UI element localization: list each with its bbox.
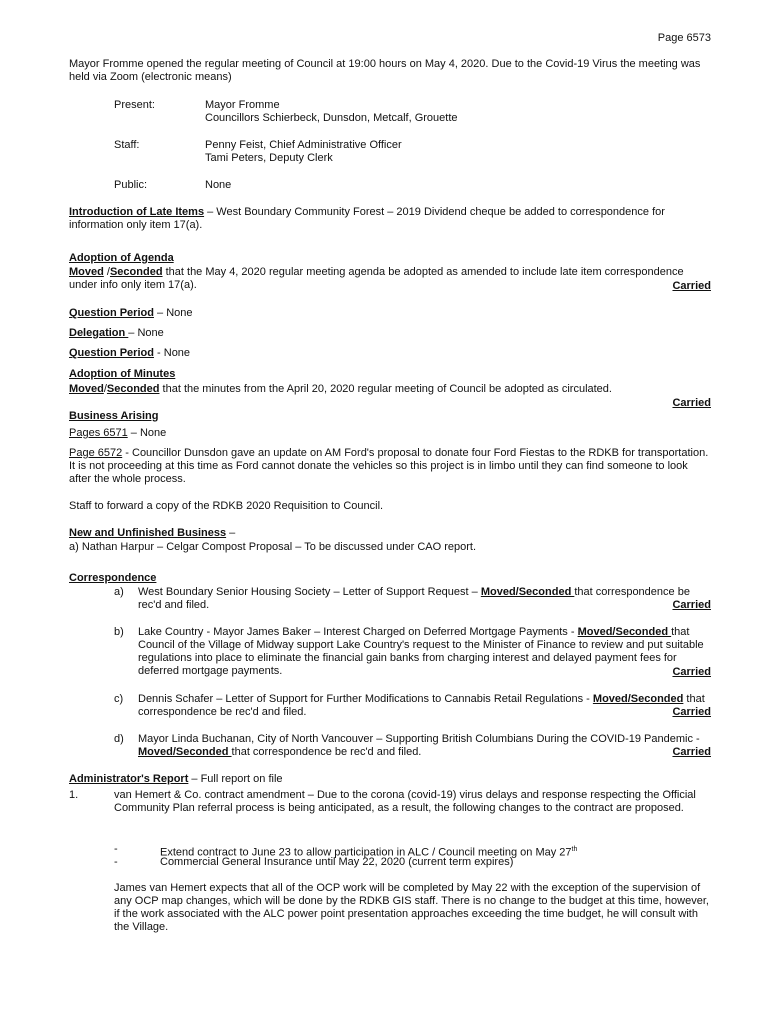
bullet-dash-2: - (114, 856, 118, 868)
delegation (69, 327, 164, 340)
corr-d-body (138, 733, 713, 759)
late-items-heading: Introduction of Late Items (69, 206, 205, 218)
minutes-carried: Carried (672, 397, 711, 409)
staff-label: Staff: (114, 139, 140, 151)
minutes-moved: Moved (69, 383, 104, 395)
admin-report-heading: Administrator's Report (69, 773, 189, 785)
minutes-heading: Adoption of Minutes (69, 368, 176, 380)
corr-b-pre: Lake Country - Mayor James Baker – Interest Charged on Deferred Mortgage Payments - (138, 626, 578, 638)
business-arising-p2-text: - Councillor Dunsdon gave an update on AM Ford's proposal to donate four Ford Fiestas to the RDKB for transportation. It is not proceeding at this time as Ford cannot donate the vehicles so this project is in limbo until they can find someone to look after the whole process. (69, 447, 709, 485)
delegation-text: – None (128, 327, 164, 339)
corr-b-carried: Carried (672, 666, 711, 678)
corr-d-pre: Mayor Linda Buchanan, City of North Vancouver – Supporting British Columbians During the COVID-19 Pandemic - (138, 733, 700, 745)
corr-c-body (138, 693, 713, 719)
pages-6571-link: Pages 6571 (69, 427, 128, 439)
delegation-heading: Delegation (69, 327, 129, 339)
minutes-motion: Moved/Seconded that the minutes from the April 20, 2020 regular meeting of Council be adopted as circulated. (69, 383, 612, 395)
new-business-heading: New and Unfinished Business (69, 527, 227, 539)
staff-cao: Penny Feist, Chief Administrative Officer (205, 139, 402, 151)
question-period-2 (69, 347, 190, 360)
page-6572-link: Page 6572 (69, 447, 123, 459)
corr-d-carried: Carried (672, 746, 711, 758)
admin-closing: James van Hemert expects that all of the OCP work will be completed by May 22 with the exception of the supervision of any OCP map changes, which will be done by the RDKB GIS staff. There is no change to the budget at this time, however, if the work associated with the ALC power point presentation approaches exceeding the time budget, he will consult with the Village. (114, 882, 709, 933)
business-arising-p1 (69, 427, 166, 440)
present-councillors: Councillors Schierbeck, Dunsdon, Metcalf, Grouette (205, 112, 458, 124)
corr-b-letter: b) (114, 626, 124, 638)
corr-c-carried: Carried (672, 706, 711, 718)
late-items-text: – West Boundary Community Forest – 2019 Dividend cheque be added to correspondence for information only item 17(a). (69, 206, 665, 231)
opening-paragraph: Mayor Fromme opened the regular meeting of Council at 19:00 hours on May 4, 2020. Due to the Covid-19 Virus the meeting was held via Zoom (electronic means) (69, 58, 701, 83)
question-period-1 (69, 307, 193, 320)
corr-c-letter: c) (114, 693, 124, 705)
admin-report-suffix: – Full report on file (188, 773, 283, 785)
corr-d-letter: d) (114, 733, 124, 745)
corr-d-post: that correspondence be rec'd and filed. (231, 746, 422, 758)
admin-bullet-2: Commercial General Insurance until May 22, 2020 (current term expires) (160, 856, 514, 868)
corr-c-post: that correspondence be rec'd and filed. (138, 693, 705, 718)
corr-a-pre: West Boundary Senior Housing Society – Letter of Support Request – (138, 586, 481, 598)
agenda-heading: Adoption of Agenda (69, 252, 174, 264)
new-business-dash: – (226, 527, 236, 539)
business-arising-p2 (69, 447, 709, 486)
staff-clerk: Tami Peters, Deputy Clerk (205, 152, 333, 164)
admin-bullet-1-sup: th (571, 846, 578, 853)
agenda-text: that the May 4, 2020 regular meeting agenda be adopted as amended to include late item correspondence under info only item 17(a). (69, 266, 684, 291)
question-period-1-heading: Question Period (69, 307, 154, 319)
present-mayor: Mayor Fromme (205, 99, 280, 111)
corr-c-pre: Dennis Schafer – Letter of Support for Further Modifications to Cannabis Retail Regulations - (138, 693, 593, 705)
corr-b-motion: Moved/Seconded (577, 626, 672, 638)
agenda-motion: Moved /Seconded that the May 4, 2020 regular meeting agenda be adopted as amended to include late item correspondence under info only item 17(a). (69, 266, 684, 291)
question-period-1-text: – None (153, 307, 193, 319)
minutes-seconded: Seconded (106, 383, 160, 395)
business-arising-p1-text: – None (127, 427, 167, 439)
corr-d-motion: Moved/Seconded (138, 746, 232, 758)
correspondence-heading: Correspondence (69, 572, 157, 584)
agenda-moved: Moved (69, 266, 104, 278)
agenda-carried: Carried (672, 280, 711, 292)
minutes-text: that the minutes from the April 20, 2020 regular meeting of Council be adopted as circulated. (159, 383, 612, 395)
corr-b-post: that Council of the Village of Midway support Lake Country's request to the Minister of Finance to review and put suitable regulations into place to eliminate the financial gain banks from charging interest and delayed payment fees for deferred mortgage payments. (138, 626, 704, 677)
bullet-dash-1: - (114, 843, 118, 855)
corr-b-body (138, 626, 708, 678)
admin-report (69, 773, 283, 786)
public-label: Public: (114, 179, 148, 191)
new-business-item-a: a) Nathan Harpur – Celgar Compost Proposal – To be discussed under CAO report. (69, 541, 477, 553)
admin-item-text: van Hemert & Co. contract amendment – Due to the corona (covid-19) virus delays and response respecting the Official Community Plan referral process is being anticipated, as a result, the following changes to the contract are proposed. (114, 789, 696, 814)
corr-a-body (138, 586, 713, 612)
corr-a-motion: Moved/Seconded (480, 586, 575, 598)
business-arising-p3: Staff to forward a copy of the RDKB 2020 Requisition to Council. (69, 500, 384, 512)
present-label: Present: (114, 99, 155, 111)
corr-c-motion: Moved/Seconded (592, 693, 684, 705)
agenda-seconded: Seconded (109, 266, 163, 278)
late-items-paragraph (69, 206, 709, 232)
admin-item-number: 1. (69, 789, 79, 801)
question-period-2-text: - None (153, 347, 191, 359)
question-period-2-heading: Question Period (69, 347, 154, 359)
page-number: Page 6573 (657, 32, 711, 44)
new-business (69, 527, 235, 540)
corr-a-carried: Carried (672, 599, 711, 611)
public-value: None (205, 179, 232, 191)
corr-a-letter: a) (114, 586, 124, 598)
business-arising-heading: Business Arising (69, 410, 159, 422)
admin-bullet-1-text: Extend contract to June 23 to allow participation in ALC / Council meeting on May 27 (160, 846, 572, 859)
corr-a-post: that correspondence be rec'd and filed. (138, 586, 690, 611)
